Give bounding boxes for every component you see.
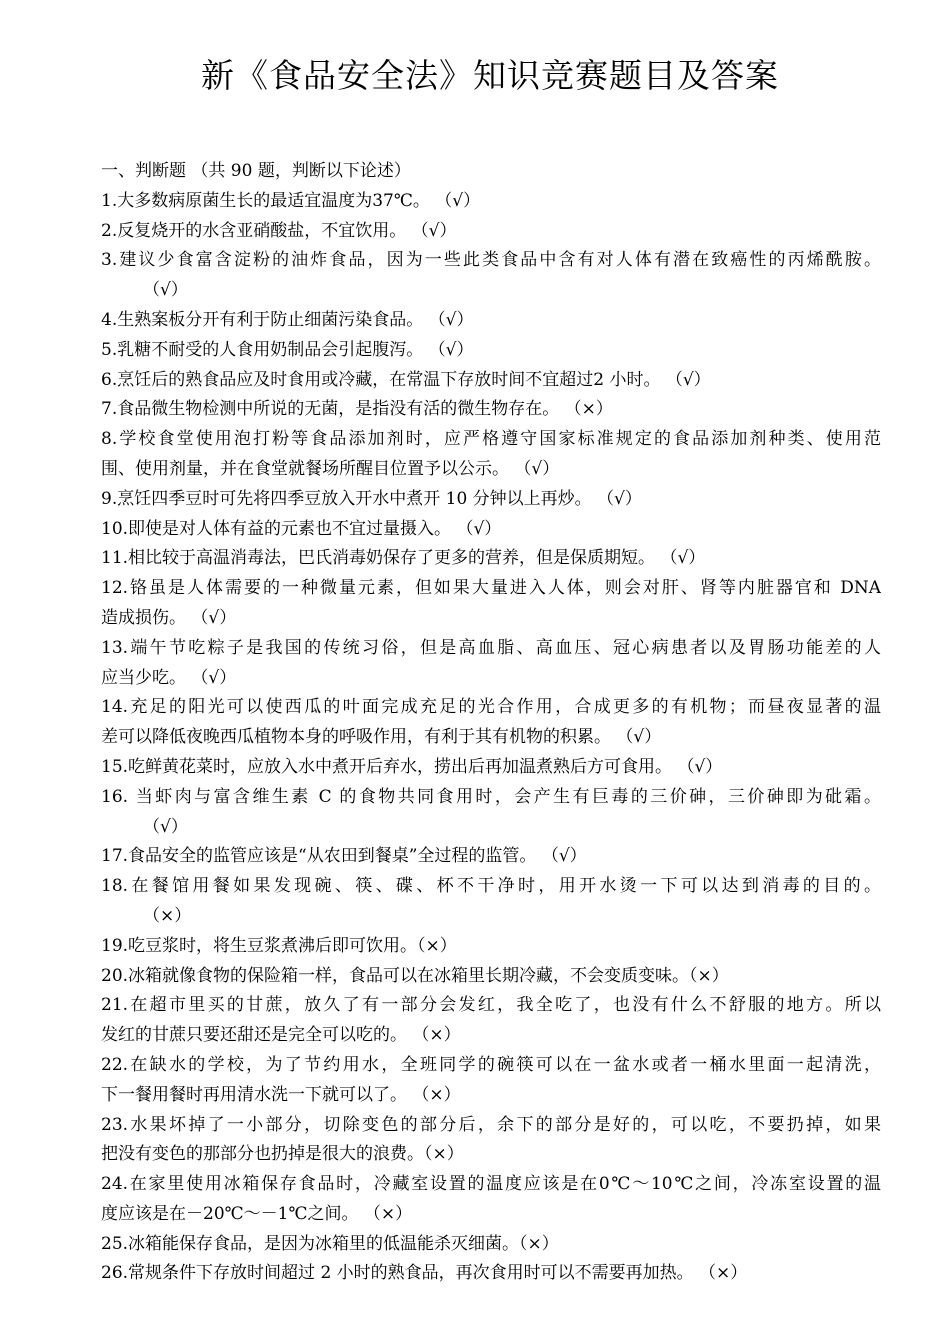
question-text: 6.烹饪后的熟食品应及时食用或冷藏，在常温下存放时间不宜超过2 小时。 （√）	[101, 369, 711, 390]
question-item	[101, 306, 881, 336]
document-title: 新《食品安全法》知识竞赛题目及答案	[201, 56, 779, 95]
question-text: 23.水果坏掉了一小部分，切除变色的部分后，余下的部分是好的，可以吃，不要扔掉，如果	[101, 1114, 881, 1135]
question-text: 20.冰箱就像食物的保险箱一样，食品可以在冰箱里长期冷藏，不会变质变味。（×）	[101, 965, 729, 986]
question-text: 19.吃豆浆时，将生豆浆煮沸后即可饮用。（×）	[101, 935, 457, 956]
question-text-continued: 发红的甘蔗只要还甜还是完全可以吃的。 （×）	[101, 1025, 461, 1046]
question-text: 25.冰箱能保存食品，是因为冰箱里的低温能杀灭细菌。（×）	[101, 1233, 559, 1254]
question-text-continued: 把没有变色的那部分也扔掉是很大的浪费。（×）	[101, 1144, 464, 1165]
question-text-continued: 应当少吃。 （√）	[101, 667, 237, 688]
question-text: 1.大多数病原菌生长的最适宜温度为37℃。 （√）	[101, 190, 481, 211]
question-text: 11.相比较于高温消毒法，巴氏消毒奶保存了更多的营养，但是保质期短。 （√）	[101, 548, 706, 569]
question-text: 4.生熟案板分开有利于防止细菌污染食品。 （√）	[101, 309, 474, 330]
question-text: 17.食品安全的监管应该是“从农田到餐桌”全过程的监管。 （√）	[101, 846, 587, 867]
question-item	[101, 932, 881, 962]
questions-container	[101, 187, 881, 1289]
question-text-continued: （√）	[143, 816, 188, 837]
question-text: 24.在家里使用冰箱保存食品时，冷藏室设置的温度应该是在0℃～10℃之间，冷冻室设置的温	[101, 1174, 881, 1195]
question-item	[101, 217, 881, 247]
question-item	[101, 783, 881, 843]
question-item	[101, 574, 881, 634]
question-text: 3.建议少食富含淀粉的油炸食品，因为一些此类食品中含有对人体有潜在致癌性的丙烯酰胺。	[101, 250, 881, 271]
question-text: 22.在缺水的学校，为了节约用水，全班同学的碗筷可以在一盆水或者一桶水里面一起清洗，	[101, 1054, 881, 1075]
question-item	[101, 753, 881, 783]
question-text: 15.吃鲜黄花菜时，应放入水中煮开后弃水，捞出后再加温煮熟后方可食用。 （√）	[101, 756, 723, 777]
question-item	[101, 515, 881, 545]
question-item	[101, 991, 881, 1051]
question-item	[101, 366, 881, 396]
question-text: 12.铬虽是人体需要的一种微量元素，但如果大量进入人体，则会对肝、肾等内脏器官和 DNA	[101, 578, 881, 599]
question-item	[101, 1259, 881, 1289]
question-text: 8.学校食堂使用泡打粉等食品添加剂时，应严格遵守国家标准规定的食品添加剂种类、使用范	[101, 429, 881, 450]
question-text-continued: 差可以降低夜晚西瓜植物本身的呼吸作用，有利于其有机物的积累。 （√）	[101, 727, 662, 748]
question-item	[101, 187, 881, 217]
question-item	[101, 1230, 881, 1260]
question-item	[101, 693, 881, 753]
question-item	[101, 485, 881, 515]
question-item	[101, 1170, 881, 1230]
question-text: 9.烹饪四季豆时可先将四季豆放入开水中煮开 10 分钟以上再炒。 （√）	[101, 488, 642, 509]
question-item	[101, 842, 881, 872]
question-item	[101, 1111, 881, 1171]
question-item	[101, 872, 881, 932]
question-text-continued: 造成损伤。 （√）	[101, 607, 237, 628]
question-text: 10.即使是对人体有益的元素也不宜过量摄入。 （√）	[101, 518, 502, 539]
question-list	[101, 157, 881, 1289]
question-item	[101, 544, 881, 574]
question-text-continued: 度应该是在－20℃～－1℃之间。 （×）	[101, 1203, 413, 1224]
question-item	[101, 1051, 881, 1111]
question-item	[101, 395, 881, 425]
question-text: 7.食品微生物检测中所说的无菌，是指没有活的微生物存在。 （×）	[101, 399, 613, 420]
question-text-continued: （×）	[143, 905, 192, 926]
question-item	[101, 962, 881, 992]
question-text: 18.在餐馆用餐如果发现碗、筷、碟、杯不干净时，用开水烫一下可以达到消毒的目的。	[101, 876, 881, 897]
question-item	[101, 634, 881, 694]
question-item	[101, 336, 881, 366]
question-text: 2.反复烧开的水含亚硝酸盐，不宜饮用。 （√）	[101, 220, 457, 241]
section-heading: 一、判断题 （共 90 题，判断以下论述）	[101, 161, 411, 181]
question-item	[101, 246, 881, 306]
question-text: 14.充足的阳光可以使西瓜的叶面完成充足的光合作用，合成更多的有机物；而昼夜显著的温	[101, 697, 881, 718]
question-text-continued: （√）	[143, 280, 188, 301]
question-text: 16. 当虾肉与富含维生素 C 的食物共同食用时，会产生有巨毒的三价砷，三价砷即为砒霜。	[101, 786, 881, 807]
question-text: 13.端午节吃粽子是我国的传统习俗，但是高血脂、高血压、冠心病患者以及胃肠功能差的人	[101, 637, 881, 658]
question-text-continued: 下一餐用餐时再用清水洗一下就可以了。 （×）	[101, 1084, 461, 1105]
question-item	[101, 425, 881, 485]
question-text: 26.常规条件下存放时间超过 2 小时的熟食品，再次食用时可以不需要再加热。 （×）	[101, 1263, 748, 1284]
question-text: 5.乳糖不耐受的人食用奶制品会引起腹泻。 （√）	[101, 339, 474, 360]
question-text-continued: 围、使用剂量，并在食堂就餐场所醒目位置予以公示。 （√）	[101, 458, 560, 479]
question-text: 21.在超市里买的甘蔗，放久了有一部分会发红，我全吃了，也没有什么不舒服的地方。所以	[101, 995, 881, 1016]
